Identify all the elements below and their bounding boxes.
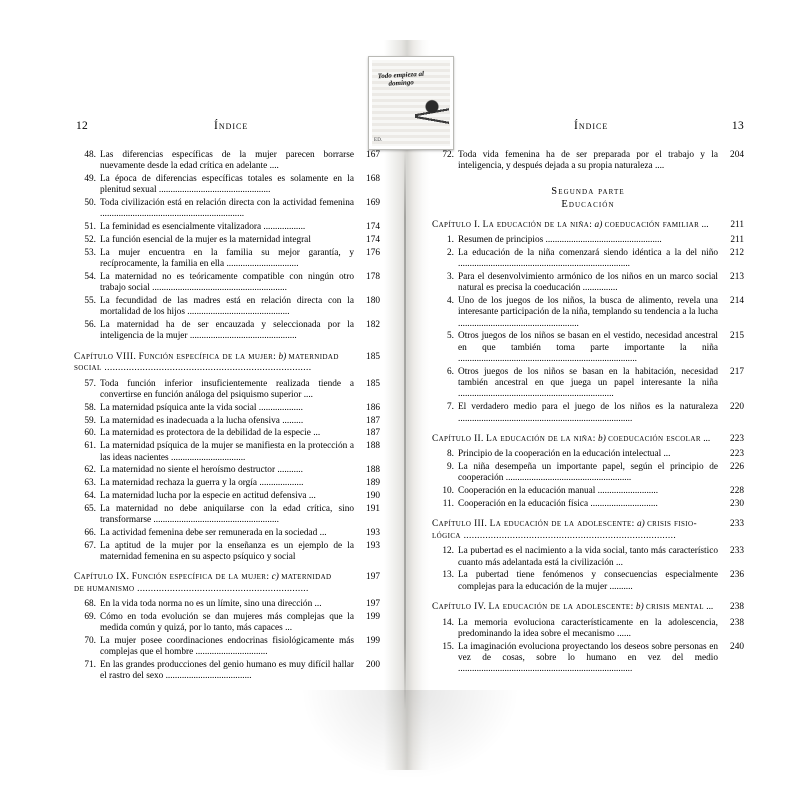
entry-text: Otros juegos de los niños se basan en el vestido, necesidad ancestral en que también toma parte importante la niña ............................................................................. (458, 331, 718, 365)
chapter-title: Función específica de la mujer: (138, 351, 277, 362)
entry-page: 212 (730, 247, 744, 258)
entry-page: 197 (366, 599, 380, 610)
chapter-subletter: a) (594, 219, 603, 230)
entry-text: La aptitud de la mujer por la enseñanza es un ejemplo de la maternidad femenina en su aspecto psíquico y social (100, 540, 354, 562)
toc-entry (432, 486, 744, 497)
entry-number: 2. (447, 247, 454, 258)
toc-entry (74, 150, 380, 173)
chapter-label: Capítulo I. (432, 219, 481, 230)
chapter-page: 223 (730, 433, 744, 444)
entry-number: 57. (84, 378, 96, 389)
entry-page: 178 (366, 271, 380, 282)
entry-number: 8. (447, 449, 454, 460)
entry-text: La maternidad es protectora de la debilidad de la especie ... (100, 428, 321, 439)
chapter-title-2: coeducación familiar (604, 219, 700, 230)
entry-page: 233 (730, 546, 744, 557)
chapter-label: Capítulo III. (432, 519, 488, 530)
entry-text: La función esencial de la mujer es la maternidad integral (100, 235, 311, 246)
entry-text: La fecundidad de las madres está en relación directa con la mortalidad de los hijos ............................................ (100, 296, 354, 318)
chapter-title-2: crisis mental (646, 602, 704, 613)
entry-page: 199 (366, 636, 380, 647)
right-folio-number: 13 (731, 120, 744, 132)
entry-number: 1. (447, 235, 454, 246)
entry-page: 215 (730, 331, 744, 342)
chapter-leader: ... (703, 433, 711, 444)
toc-entry (74, 198, 380, 221)
entry-page: 174 (366, 222, 380, 233)
entry-text: La mujer encuentra en la familia su mejor garantía, y recíprocamente, la familia en ella ............................... (100, 247, 354, 270)
chapter-title: La educación de la adolescente: (488, 602, 634, 613)
entry-text: La memoria evoluciona característicamente en la adolescencia, predominando la idea sobre el mecanismo ...... (458, 617, 718, 639)
entry-page: 187 (366, 415, 380, 426)
toc-entry (74, 296, 380, 319)
entry-text: La maternidad lucha por la especie en actitud defensiva ... (100, 490, 316, 501)
entry-page: 214 (730, 296, 744, 307)
chapter-heading-3 (432, 519, 744, 542)
entry-number: 50. (84, 198, 96, 209)
entry-page: 180 (366, 296, 380, 307)
entry-number: 3. (447, 271, 454, 282)
toc-entry (74, 541, 380, 564)
toc-entry (74, 403, 380, 414)
entry-page: 238 (730, 617, 744, 628)
left-folio-number: 12 (76, 120, 89, 132)
toc-entry (74, 320, 380, 343)
entry-number: 70. (84, 636, 96, 647)
chapter-heading-8 (74, 352, 380, 375)
entry-page: 186 (366, 402, 380, 413)
entry-text: La maternidad no debe aniquilarse con la edad crítica, sino transformarse ...................................................... (100, 503, 354, 526)
entry-text: Principio de la cooperación en la educación intelectual ... (458, 449, 671, 460)
chapter-label: Capítulo IX. (74, 572, 130, 583)
toc-entry (74, 441, 380, 464)
chapter-page: 185 (366, 351, 380, 362)
entry-page: 168 (366, 174, 380, 185)
chapter-heading-1 (432, 220, 744, 232)
entry-page: 223 (730, 449, 744, 460)
chapter-page: 211 (730, 219, 744, 230)
chapter-leader: ... (706, 602, 714, 613)
toc-entry (432, 296, 744, 330)
entry-number: 11. (442, 499, 454, 510)
chapter-subletter: c) (271, 572, 279, 583)
entry-text: Cooperación en la educación manual .......................... (458, 486, 659, 497)
entry-page: 211 (730, 235, 744, 246)
entry-number: 62. (84, 465, 96, 476)
entry-text: Las diferencias específicas de la mujer parecen borrarse nuevamente desde la edad crítica en adelante .... (100, 150, 354, 172)
entry-page: 189 (366, 478, 380, 489)
entry-number: 71. (84, 660, 96, 671)
entry-page: 204 (730, 150, 744, 160)
toc-entry (74, 248, 380, 271)
entry-text: La maternidad ha de ser encauzada y seleccionada por la inteligencia de la mujer .............................................. (100, 320, 354, 342)
entry-text: La maternidad es inadecuada a la lucha ofensiva ......... (100, 415, 304, 426)
right-toc (432, 150, 744, 677)
toc-entry (74, 222, 380, 233)
chapter-label: Capítulo IV. (432, 602, 487, 613)
entry-number: 59. (84, 415, 96, 426)
entry-number: 55. (84, 296, 96, 307)
chapter-title: La educación de la niña: (486, 433, 596, 444)
entry-text: Otros juegos de los niños se basan en la habitación, necesidad también ancestral en que juega un papel interesante la niña ................................................................... (458, 366, 718, 400)
chapter-page: 197 (366, 572, 380, 583)
entry-number: 63. (84, 478, 96, 489)
chapter-heading-4 (432, 602, 744, 614)
entry-text: La mujer posee coordinaciones endocrinas fisiológicamente más complejas que el hombre ............................... (100, 636, 354, 658)
entry-text: La educación de la niña comenzará siendo idéntica a la del niño .......................................................................... (458, 247, 718, 270)
toc-entry (74, 478, 380, 489)
toc-entry (432, 570, 744, 593)
entry-text: En las grandes producciones del genio humano es muy difícil hallar el rastro del sexo ..................................... (100, 660, 354, 682)
toc-entry (74, 272, 380, 295)
toc-entry (432, 272, 744, 295)
right-running-head: Índice (574, 120, 609, 132)
cover-subtitle: ED. (374, 138, 383, 143)
entry-page: 230 (730, 499, 744, 510)
toc-entry (432, 367, 744, 401)
chapter-subletter: a) (637, 519, 645, 530)
part-title: Segunda parte (551, 185, 625, 197)
chapter-heading-9 (74, 572, 380, 595)
entry-number: 13. (442, 570, 454, 581)
chapter-title-2: maternidad (281, 572, 332, 583)
entry-text: La maternidad psíquica de la mujer se manifiesta en la protección a las ideas nacientes ................................ (100, 441, 354, 463)
entry-text: Resumen de principios .................................................. (458, 235, 662, 246)
entry-number: 9. (447, 462, 454, 473)
entry-text: La pubertad es el nacimiento a la vida social, tanto más característico cuanto más adelantada está la civilización ... (458, 546, 718, 568)
chapter-title: La educación de la niña: (482, 219, 593, 230)
chapter-title-cont: lógica .............................................................................. (432, 530, 677, 541)
chapter-subletter: b) (278, 351, 287, 362)
entry-text: La maternidad rechaza la guerra y la orgía ................... (100, 478, 304, 489)
entry-page: 220 (730, 402, 744, 413)
entry-page: 167 (366, 150, 380, 160)
chapter-subletter: b) (598, 433, 606, 444)
entry-number: 72. (442, 150, 454, 160)
toc-entry (432, 546, 744, 569)
entry-page: 185 (366, 378, 380, 389)
chapter-page: 233 (730, 519, 744, 530)
entry-number: 49. (84, 174, 96, 185)
entry-page: 176 (366, 247, 380, 258)
toc-entry (74, 491, 380, 502)
entry-number: 67. (84, 540, 96, 551)
part-subtitle: Educación (561, 198, 615, 210)
entry-number: 5. (447, 331, 454, 342)
toc-entry (74, 636, 380, 659)
left-page (60, 0, 390, 800)
entry-page: 190 (366, 490, 380, 501)
cover-title: Todo empieza al domingo (377, 69, 425, 88)
entry-text: Toda vida femenina ha de ser preparada por el trabajo y la inteligencia, y después dejada a su propia naturaleza .... (458, 150, 718, 172)
entry-text: Toda civilización está en relación directa con la actividad femenina .............................................................. (100, 198, 354, 220)
toc-entry (432, 642, 744, 676)
entry-text: La pubertad tiene fenómenos y consecuencias especialmente complejas para la educación de la mujer .......... (458, 570, 718, 592)
entry-page: 187 (366, 428, 380, 439)
toc-entry (74, 504, 380, 527)
entry-number: 7. (447, 402, 454, 413)
chapter-title-cont: social ............................................................................ (74, 363, 312, 374)
chapter-title-2: maternidad (288, 351, 339, 362)
chapter-label: Capítulo II. (432, 433, 484, 444)
toc-entry (74, 416, 380, 427)
entry-number: 14. (442, 617, 454, 628)
toc-entry (74, 660, 380, 683)
toc-entry (432, 449, 744, 460)
entry-text: La maternidad no siente el heroísmo destructor ........... (100, 465, 303, 476)
entry-page: 169 (366, 198, 380, 209)
toc-entry (74, 379, 380, 402)
chapter-title-2: coeducación escolar (608, 433, 701, 444)
entry-number: 61. (84, 441, 96, 452)
chapter-title: Función específica de la mujer: (131, 572, 270, 583)
entry-number: 60. (84, 428, 96, 439)
entry-text: La época de diferencias específicas totales es solamente en la plenitud sexual ................................................ (100, 174, 354, 196)
right-page (424, 0, 754, 800)
chapter-page: 238 (730, 602, 744, 613)
entry-text: La actividad femenina debe ser remunerada en la sociedad ... (100, 527, 327, 538)
entry-text: La maternidad psíquica ante la vida social ................... (100, 402, 303, 413)
entry-number: 6. (447, 366, 454, 377)
toc-entry (432, 499, 744, 510)
toc-entry (432, 331, 744, 365)
entry-number: 12. (442, 546, 454, 557)
entry-number: 68. (84, 599, 96, 610)
entry-page: 174 (366, 235, 380, 246)
entry-number: 53. (84, 247, 96, 258)
entry-page: 228 (730, 486, 744, 497)
toc-entry (74, 599, 380, 610)
chapter-heading-2 (432, 434, 744, 446)
entry-page: 188 (366, 465, 380, 476)
toc-entry (432, 462, 744, 485)
entry-page: 199 (366, 612, 380, 622)
entry-number: 54. (84, 271, 96, 282)
toc-entry (74, 174, 380, 197)
entry-number: 48. (84, 150, 96, 160)
entry-text: En la vida toda norma no es un límite, sino una dirección ... (100, 599, 322, 610)
entry-page: 226 (730, 462, 744, 473)
toc-entry (74, 528, 380, 539)
entry-page: 191 (366, 503, 380, 514)
entry-text: Toda función inferior insuficientemente realizada tiende a convertirse en función análoga del psiquismo superior .... (100, 378, 354, 401)
entry-text: El verdadero medio para el juego de los niños es la naturaleza ........................................................................... (458, 402, 718, 424)
entry-number: 15. (442, 641, 454, 652)
entry-page: 200 (366, 660, 380, 671)
toc-entry (74, 612, 380, 635)
chapter-subletter: b) (635, 602, 644, 613)
entry-number: 4. (447, 296, 454, 307)
entry-text: Uno de los juegos de los niños, la busca de alimento, revela una interesante participación de la niña, templando su tendencia a la lucha .................................................... (458, 296, 718, 329)
entry-number: 10. (442, 486, 454, 497)
entry-page: 188 (366, 441, 380, 452)
entry-text: La maternidad no es teóricamente compatible con ningún otro trabajo social .......................................................... (100, 271, 354, 294)
entry-text: La imaginación evoluciona proyectando los deseos sobre personas en vez de cosas, sobre lo humano en vez del medio ........................................................................... (458, 641, 718, 675)
toc-entry (432, 150, 744, 173)
entry-text: Para el desenvolvimiento armónico de los niños en un marco social natural es precisa la coeducación ............... (458, 271, 718, 294)
entry-number: 65. (84, 503, 96, 514)
entry-number: 58. (84, 402, 96, 413)
entry-number: 52. (84, 235, 96, 246)
toc-entry (74, 235, 380, 246)
chapter-label: Capítulo VIII. (74, 351, 137, 362)
chapter-title-cont: de humanismo ............................................................... (74, 583, 309, 594)
entry-text: Cómo en toda evolución se dan mujeres más complejas que la medida común y quizá, por lo tanto, más capaces ... (100, 612, 354, 634)
toc-entry (74, 428, 380, 439)
entry-page: 217 (730, 366, 744, 377)
entry-text: La feminidad es esencialmente vitalizadora .................. (100, 222, 306, 233)
entry-page: 193 (366, 527, 380, 538)
toc-entry (432, 618, 744, 641)
entry-page: 213 (730, 271, 744, 282)
left-running-head: Índice (214, 120, 249, 132)
entry-page: 182 (366, 320, 380, 331)
toc-entry (432, 235, 744, 246)
entry-number: 56. (84, 320, 96, 331)
entry-page: 240 (730, 641, 744, 652)
chapter-leader: ... (701, 219, 709, 230)
entry-text: Cooperación en la educación física ............................. (458, 499, 658, 510)
book-spine-line (404, 150, 406, 710)
entry-page: 193 (366, 540, 380, 551)
entry-number: 51. (84, 222, 96, 233)
toc-entry (432, 248, 744, 271)
left-toc (74, 150, 380, 684)
chapter-title-2: crisis fisio- (647, 519, 697, 530)
entry-page: 236 (730, 570, 744, 581)
entry-text: La niña desempeña un importante papel, según el principio de cooperación ...................................................... (458, 462, 718, 484)
entry-number: 64. (84, 490, 96, 501)
toc-entry (74, 465, 380, 476)
chapter-title: La educación de la adolescente: (489, 519, 635, 530)
entry-number: 69. (84, 612, 96, 622)
entry-number: 66. (84, 527, 96, 538)
toc-entry (432, 402, 744, 425)
